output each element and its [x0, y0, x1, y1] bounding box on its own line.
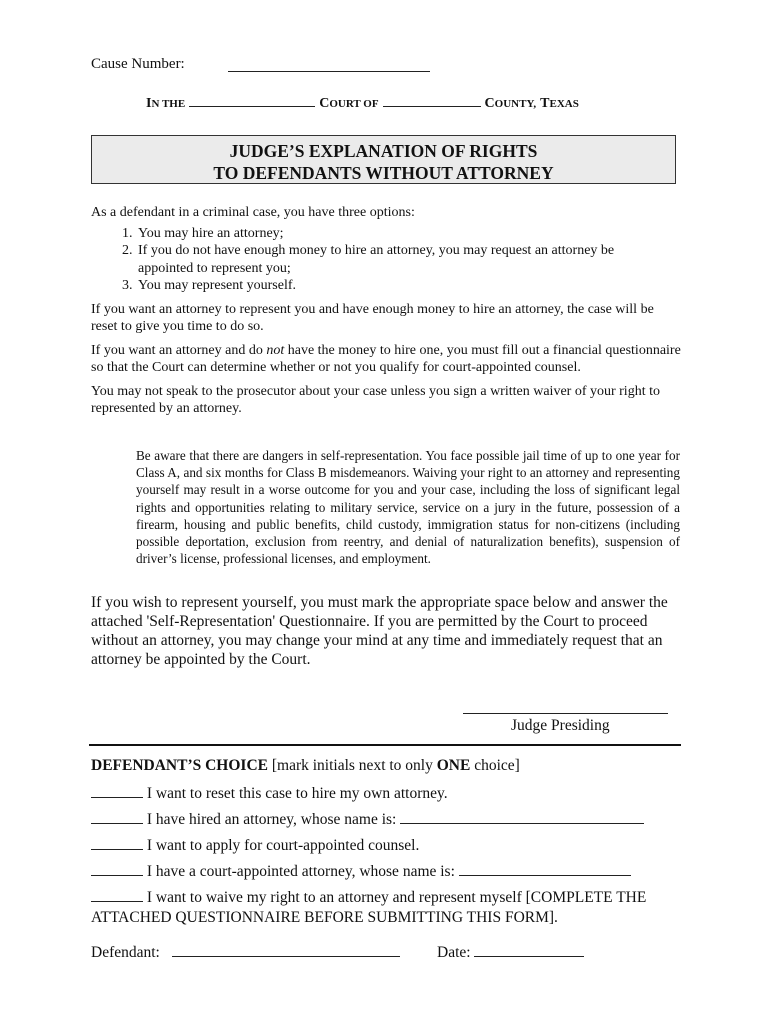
initials-field[interactable] [91, 835, 143, 850]
warning-paragraph: Be aware that there are dangers in self-representation. You face possible jail time of up to one year for Class A, and six months for Class B misdemeanors. Waiving your right to an attorney and representing yourself may result in a worse outcome for you and your case, including the loss of significant legal rights and opportunities relating to military service, service on a jury in the future, possession of a firearm, housing and public benefits, child custody, immigration status for non-citizens (including possible deportation, exclusion from reentry, and denial of naturalization benefits), suspension of driver’s license, professional licenses, and employment. [136, 448, 680, 567]
financial-paragraph: If you want an attorney and do not have the money to hire one, you must fill out a financial questionnaire so that the Court can determine whether or not you qualify for court-appointed counsel. [91, 342, 681, 375]
initials-field[interactable] [91, 809, 143, 824]
title-line-2: TO DEFENDANTS WITHOUT ATTORNEY [213, 163, 554, 183]
title-box [91, 135, 676, 184]
choice-item: I want to waive my right to an attorney and represent myself [COMPLETE THE ATTACHED QUESTIONNAIRE BEFORE SUBMITTING THIS FORM]. [91, 889, 647, 926]
judge-signature-line[interactable] [463, 713, 668, 714]
cause-number-label: Cause Number: [91, 56, 185, 72]
options-list [91, 225, 681, 295]
appointed-attorney-name-field[interactable] [459, 861, 631, 876]
court-line: IN THE COURT OF COUNTY, TEXAS [146, 92, 579, 112]
initials-field[interactable] [91, 887, 143, 902]
body-section [91, 204, 681, 418]
hired-attorney-name-field[interactable] [400, 809, 644, 824]
reset-paragraph: If you want an attorney to represent you and have enough money to hire an attorney, the case will be reset to give you time to do so. [91, 301, 654, 334]
option-item: 2. If you do not have enough money to hire an attorney, you may request an attorney be appointed to represent you; [136, 242, 681, 277]
self-representation-paragraph: If you wish to represent yourself, you must mark the appropriate space below and answer the attached 'Self-Representation' Questionnaire. If you are permitted by the Court to proceed without an attorney, you may change your mind at any time and immediately request that an attorney be appointed by the Court. [91, 594, 668, 668]
date-field[interactable] [474, 942, 584, 957]
choice-item: I have hired an attorney, whose name is: [91, 809, 644, 829]
option-item: 1. You may hire an attorney; [136, 225, 681, 243]
judge-presiding-label: Judge Presiding [511, 717, 610, 734]
prosecutor-paragraph: You may not speak to the prosecutor about your case unless you sign a written waiver of your right to represented by an attorney. [91, 383, 660, 416]
choice-item: I have a court-appointed attorney, whose name is: [91, 861, 631, 881]
cause-number-row [91, 56, 185, 73]
choice-item: I want to reset this case to hire my own attorney. [91, 783, 448, 803]
defendant-signature-field[interactable] [172, 942, 400, 957]
cause-number-field[interactable] [228, 57, 430, 72]
date-row [437, 942, 584, 962]
court-number-field[interactable] [383, 92, 481, 107]
choice-item: I want to apply for court-appointed counsel. [91, 835, 419, 855]
court-type-field[interactable] [189, 92, 315, 107]
title-line-1: JUDGE’S EXPLANATION OF RIGHTS [229, 141, 538, 161]
divider [89, 744, 681, 746]
intro-text: As a defendant in a criminal case, you have three options: [91, 205, 415, 220]
initials-field[interactable] [91, 861, 143, 876]
defendant-label: Defendant: [91, 944, 160, 961]
date-label: Date: [437, 944, 471, 961]
defendant-signature-row [91, 942, 400, 962]
choice-heading: DEFENDANT’S CHOICE [mark initials next to only ONE choice] [91, 757, 520, 774]
initials-field[interactable] [91, 783, 143, 798]
option-item: 3. You may represent yourself. [136, 277, 681, 295]
